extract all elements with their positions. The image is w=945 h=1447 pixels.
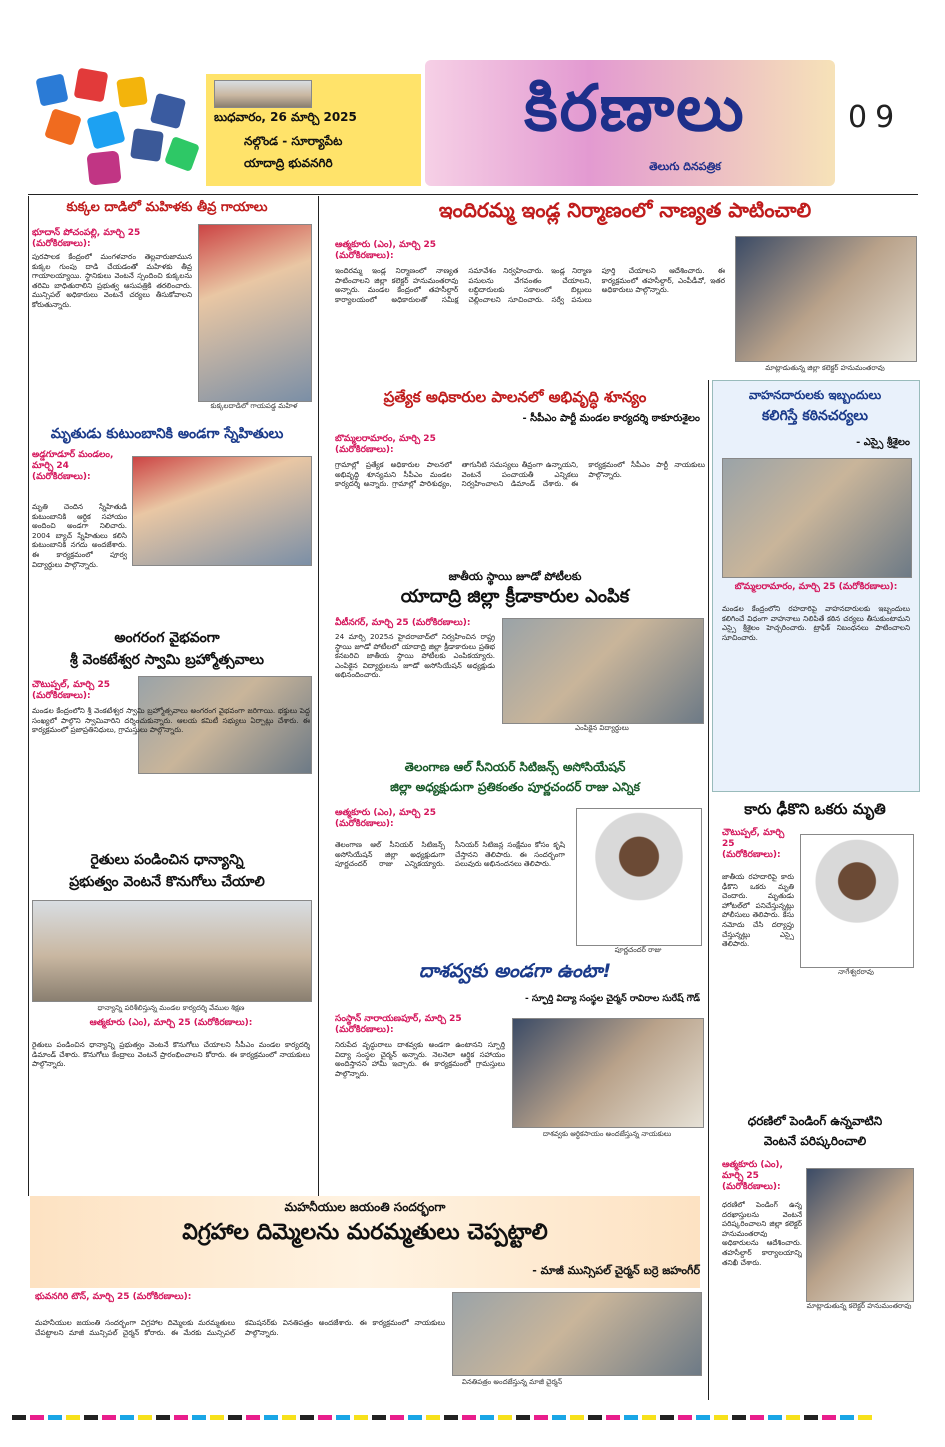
grain-caption: ధాన్యాన్ని పరిశీలిస్తున్న మండల కార్యదర్శి వేముల శిక్షణ bbox=[97, 1004, 245, 1012]
newspaper-subtitle: తెలుగు దినపత్రిక bbox=[649, 160, 721, 173]
dasavva-body: నిరుపేద వృద్ధురాలు దాశవ్వకు అండగా ఉంటానని స్ఫూర్తి విద్యా సంస్థల చైర్మన్ అన్నారు. నెలనెలా ఆర్థిక సహాయం అందిస్తానని హామీ ఇచ్చారు. ఈ కార్యక్రమంలో గ్రామస్తులు పాల్గొన్నారు. bbox=[335, 1040, 505, 1078]
senior-citizens-photo bbox=[576, 808, 702, 946]
dog-bite-headline: కుక్కల దాడిలో మహిళకు తీవ్ర గాయాలు bbox=[66, 200, 268, 215]
social-media-icons-graphic bbox=[28, 68, 208, 186]
grain-headline-2: ప్రభుత్వం వెంటనే కొనుగోలు చేయాలి bbox=[69, 874, 265, 890]
special-officers-byline: - సీపీఎం పార్టీ మండల కార్యదర్శి ఠాకూరుశైలం bbox=[522, 413, 700, 424]
statues-byline: - మాజీ మున్సిపల్ చైర్మన్ బర్రె జహంగీర్ bbox=[532, 1264, 700, 1277]
statues-body: మహనీయుల జయంతి సందర్భంగా విగ్రహాల దిమ్మెలకు మరమ్మతులు చేపట్టాలని మాజీ మున్సిపల్ చైర్మన్ కోరారు. ఈ మేరకు మున్సిపల్ కమిషనర్‌కు వినతిపత్రం అందజేశారు. ఈ కార్యక్రమంలో నాయకులు పాల్గొన్నారు. bbox=[35, 1318, 445, 1337]
dog-bite-dateline: భూదాన్ పోచంపల్లి, మార్చి 25 (మరోకిరణాలు): bbox=[32, 228, 141, 249]
indiramma-headline: ఇందిరమ్మ ఇండ్ల నిర్మాణంలో నాణ్యత పాటించాలి bbox=[438, 198, 812, 222]
left-border bbox=[28, 196, 29, 1196]
special-officers-dateline: బొమ్మలరామారం, మార్చి 25 (మరోకిరణాలు): bbox=[335, 434, 436, 455]
dharani-dateline: ఆత్మకూరు (ఎం), మార్చి 25 (మరోకిరణాలు): bbox=[722, 1160, 783, 1192]
friends-help-dateline: అడ్డగూడూర్ మండలం, మార్చి 24 (మరోకిరణాలు): bbox=[32, 450, 114, 482]
dog-bite-body: పురపాలక కేంద్రంలో మంగళవారం తెల్లవారుజామున కుక్కల గుంపు దాడి చేయడంతో మహిళకు తీవ్ర గాయాలయ్యాయి. స్థానికులు వెంటనే స్పందించి కుక్కలను తరిమి బాధితురాలిని ప్రభుత్వ ఆసుపత్రికి తరలించారు. మున్సిపల్ అధికారులు వెంటనే చర్యలు తీసుకోవాలని కోరుతున్నారు. bbox=[32, 252, 192, 309]
grain-photo bbox=[32, 900, 312, 1002]
statues-headline: విగ్రహాల దిమ్మెలను మరమ్మతులు చెప్పట్టాలి bbox=[182, 1220, 548, 1245]
dasavva-dateline: సంస్థాన్ నారాయణపూర్, మార్చి 25 (మరోకిరణాలు): bbox=[335, 1014, 462, 1035]
dasavva-photo bbox=[512, 1018, 704, 1128]
judo-headline: యాదాద్రి జిల్లా క్రీడాకారుల ఎంపిక bbox=[400, 586, 630, 607]
brahmotsavam-headline-2: శ్రీ వెంకటేశ్వర స్వామి బ్రహ్మోత్సవాలు bbox=[69, 652, 265, 668]
dharani-photo bbox=[806, 1168, 914, 1302]
indiramma-body: ఇందిరమ్మ ఇండ్ల నిర్మాణంలో నాణ్యత పాటించాలని జిల్లా కలెక్టర్ హనుమంతరావు అన్నారు. మండల కేంద్రంలో తహసీల్దార్ కార్యాలయంలో అధికారులతో సమీక్ష సమావేశం నిర్వహించారు. ఇండ్ల నిర్మాణ పనులను వేగవంతం చేయాలని, లబ్ధిదారులకు సకాలంలో బిల్లులు చెల్లించాలని సూచించారు. సర్వే పనులు పూర్తి చేయాలని ఆదేశించారు. ఈ కార్యక్రమంలో తహసీల్దార్, ఎంపీడీవో, ఇతర అధికారులు పాల్గొన్నారు. bbox=[335, 266, 725, 304]
indiramma-dateline: ఆత్మకూరు (ఎం), మార్చి 25 (మరోకిరణాలు): bbox=[335, 240, 436, 261]
statues-kicker: మహనీయుల జయంతి సందర్భంగా bbox=[284, 1200, 446, 1214]
issue-date: బుధవారం, 26 మార్చి 2025 bbox=[214, 110, 357, 124]
dharani-caption: మాట్లాడుతున్న కలెక్టర్ హనుమంతరావు bbox=[806, 1302, 912, 1310]
grain-dateline: ఆత్మకూరు (ఎం), మార్చి 25 (మరోకిరణాలు): bbox=[89, 1018, 253, 1028]
vehicle-checks-photo bbox=[722, 458, 912, 578]
statues-dateline: భువనగిరి టౌన్, మార్చి 25 (మరోకిరణాలు): bbox=[35, 1292, 192, 1302]
dasavva-caption: దాశవ్వకు ఆర్థికసాయం అందజేస్తున్న నాయకులు bbox=[542, 1130, 672, 1138]
column-divider-2 bbox=[708, 380, 709, 1400]
column-divider-1 bbox=[318, 196, 319, 1196]
indiramma-photo bbox=[735, 236, 917, 362]
car-accident-dateline: చౌటుప్పల్, మార్చి 25 (మరోకిరణాలు): bbox=[722, 828, 785, 860]
senior-citizens-headline-2: జిల్లా అధ్యక్షుడుగా ప్రతికంతం పూర్ణచందర్ రాజు ఎన్నిక bbox=[390, 780, 640, 794]
dharani-headline-1: ధరణిలో పెండింగ్ ఉన్నవాటిని bbox=[747, 1114, 883, 1128]
statues-photo bbox=[452, 1292, 702, 1376]
judo-body: 24 మార్చి 2025న హైదరాబాద్‌లో నిర్వహించిన రాష్ట్ర స్థాయి జూడో పోటీలలో యాదాద్రి జిల్లా క్రీడాకారులు ప్రతిభ కనబరిచి జాతీయ స్థాయి పోటీలకు ఎంపికయ్యారు. ఎంపికైన విద్యార్థులను జూడో అసోసియేషన్ అధ్యక్షుడు అభినందించారు. bbox=[335, 632, 495, 680]
dasavva-headline: దాశవ్వకు అండగా ఉంటా! bbox=[418, 960, 612, 982]
car-accident-photo bbox=[800, 834, 914, 968]
page-number: 09 bbox=[848, 100, 903, 135]
senior-citizens-caption: పూర్ణచందర్ రాజు bbox=[614, 946, 662, 954]
judo-photo bbox=[502, 618, 704, 724]
senior-citizens-body: తెలంగాణ ఆల్ సీనియర్ సిటిజన్స్ అసోసియేషన్ జిల్లా అధ్యక్షుడుగా పూర్ణచందర్ రాజు ఎన్నికయ్యారు. సీనియర్ సిటిజన్ల సంక్షేమం కోసం కృషి చేస్తానని తెలిపారు. ఈ సందర్భంగా పలువురు అభినందనలు తెలిపారు. bbox=[335, 840, 565, 869]
special-officers-body: గ్రామాల్లో ప్రత్యేక అధికారుల పాలనలో అభివృద్ధి శూన్యమని సీపీఎం మండల కార్యదర్శి అన్నారు. గ్రామాల్లో పారిశుధ్యం, తాగునీటి సమస్యలు తీవ్రంగా ఉన్నాయని, వెంటనే పంచాయతీ ఎన్నికలు నిర్వహించాలని డిమాండ్ చేశారు. ఈ కార్యక్రమంలో సీపీఎం పార్టీ నాయకులు పాల్గొన్నారు. bbox=[335, 460, 705, 489]
senior-citizens-dateline: ఆత్మకూరు (ఎం), మార్చి 25 (మరోకిరణాలు): bbox=[335, 808, 436, 829]
grain-body: రైతులు పండించిన ధాన్యాన్ని ప్రభుత్వం వెంటనే కొనుగోలు చేయాలని సీపీఎం మండల కార్యదర్శి డిమాండ్ చేశారు. కొనుగోలు కేంద్రాలు వెంటనే ప్రారంభించాలని కోరారు. ఈ కార్యక్రమంలో నాయకులు పాల్గొన్నారు. bbox=[32, 1040, 310, 1069]
top-border bbox=[28, 194, 918, 195]
vehicle-checks-headline-2: కలిగిస్తే కఠినచర్యలు bbox=[762, 408, 868, 424]
masthead bbox=[0, 0, 945, 190]
dasavva-byline: - స్ఫూర్తి విద్యా సంస్థల చైర్మన్ రావిరాల సురేష్ గౌడ్ bbox=[524, 994, 700, 1004]
friends-help-body: మృతి చెందిన స్నేహితుడి కుటుంబానికి ఆర్థిక సహాయం అందించి అండగా నిలిచారు. 2004 బ్యాచ్ స్నేహితులు కలిసి కుటుంబానికి నగదు అందజేశారు. ఈ కార్యక్రమంలో పూర్వ విద్యార్థులు పాల్గొన్నారు. bbox=[32, 502, 127, 569]
brahmotsavam-body: మండల కేంద్రంలోని శ్రీ వెంకటేశ్వర స్వామి బ్రహ్మోత్సవాలు అంగరంగ వైభవంగా జరిగాయి. భక్తులు పెద్ద సంఖ్యలో పాల్గొని స్వామివారిని దర్శించుకున్నారు. ఆలయ కమిటీ సభ్యులు ఏర్పాట్లు చేశారు. ఈ కార్యక్రమంలో ప్రజాప్రతినిధులు, గ్రామస్తులు పాల్గొన్నారు. bbox=[32, 706, 310, 735]
masthead-info-panel bbox=[206, 74, 421, 186]
dog-bite-photo bbox=[198, 224, 312, 402]
dog-bite-caption: కుక్కలదాడిలో గాయపడ్డ మహిళ bbox=[210, 402, 298, 410]
district-line-1: నల్గొండ - సూర్యాపేట bbox=[244, 134, 343, 148]
statues-caption: వినతిపత్రం అందజేస్తున్న మాజీ చైర్మన్ bbox=[461, 1378, 563, 1386]
car-accident-body: జాతీయ రహదారిపై కారు ఢీకొని ఒకరు మృతి చెందారు. మృతుడు హోటల్‌లో పనిచేస్తున్నట్లు పోలీసులు తెలిపారు. కేసు నమోదు చేసి దర్యాప్తు చేస్తున్నట్లు ఎస్సై తెలిపారు. bbox=[722, 872, 794, 949]
vehicle-checks-byline: - ఎస్సై శ్రీశైలం bbox=[856, 437, 910, 448]
brahmotsavam-dateline: చౌటుప్పల్, మార్చి 25 (మరోకిరణాలు): bbox=[32, 680, 110, 701]
vehicle-checks-headline-1: వాహనదారులకు ఇబ్బందులు bbox=[748, 388, 882, 402]
dam-photo bbox=[214, 80, 312, 108]
grain-headline-1: రైతులు పండించిన ధాన్యాన్ని bbox=[90, 852, 244, 868]
district-line-2: యాదాద్రి భువనగిరి bbox=[244, 156, 333, 170]
dharani-headline-2: వెంటనే పరిష్కరించాలి bbox=[763, 1134, 867, 1148]
print-register-strip bbox=[12, 1408, 933, 1420]
vehicle-checks-body: మండల కేంద్రంలోని రహదారిపై వాహనదారులకు ఇబ్బందులు కలిగించే విధంగా వాహనాలు నిలిపితే కఠిన చర్యలు తీసుకుంటామని ఎస్సై శ్రీశైలం హెచ్చరించారు. ట్రాఫిక్ నిబంధనలు పాటించాలని సూచించారు. bbox=[722, 604, 910, 642]
dharani-body: ధరణిలో పెండింగ్ ఉన్న దరఖాస్తులను వెంటనే పరిష్కరించాలని జిల్లా కలెక్టర్ హనుమంతరావు అధికారులను ఆదేశించారు. తహసీల్దార్ కార్యాలయాన్ని తనిఖీ చేశారు. bbox=[722, 1200, 802, 1267]
special-officers-headline: ప్రత్యేక అధికారుల పాలనలో అభివృద్ధి శూన్యం bbox=[383, 388, 647, 406]
senior-citizens-headline-1: తెలంగాణ ఆల్ సీనియర్ సిటిజన్స్ అసోసియేషన్ bbox=[404, 760, 626, 774]
indiramma-caption: మాట్లాడుతున్న జిల్లా కలెక్టర్ హనుమంతరావు bbox=[765, 364, 885, 372]
newspaper-title: కిరణాలు bbox=[524, 72, 746, 146]
vehicle-checks-dateline: బొమ్మలరామారం, మార్చి 25 (మరోకిరణాలు): bbox=[734, 582, 898, 592]
car-accident-caption: నాగేశ్వరరావు bbox=[838, 968, 874, 976]
friends-help-photo bbox=[132, 456, 312, 566]
car-accident-headline: కారు ఢీకొని ఒకరు మృతి bbox=[744, 800, 886, 818]
judo-kicker: జాతీయ స్థాయి జూడో పోటీలకు bbox=[448, 570, 582, 583]
friends-help-headline: మృతుడు కుటుంబానికి అండగా స్నేహితులు bbox=[50, 426, 284, 442]
judo-dateline: వీటీనగర్, మార్చి 25 (మరోకిరణాలు): bbox=[335, 618, 471, 628]
brahmotsavam-headline-1: అంగరంగ వైభవంగా bbox=[114, 630, 220, 646]
judo-caption: ఎంపికైన విద్యార్థులు bbox=[575, 724, 629, 732]
